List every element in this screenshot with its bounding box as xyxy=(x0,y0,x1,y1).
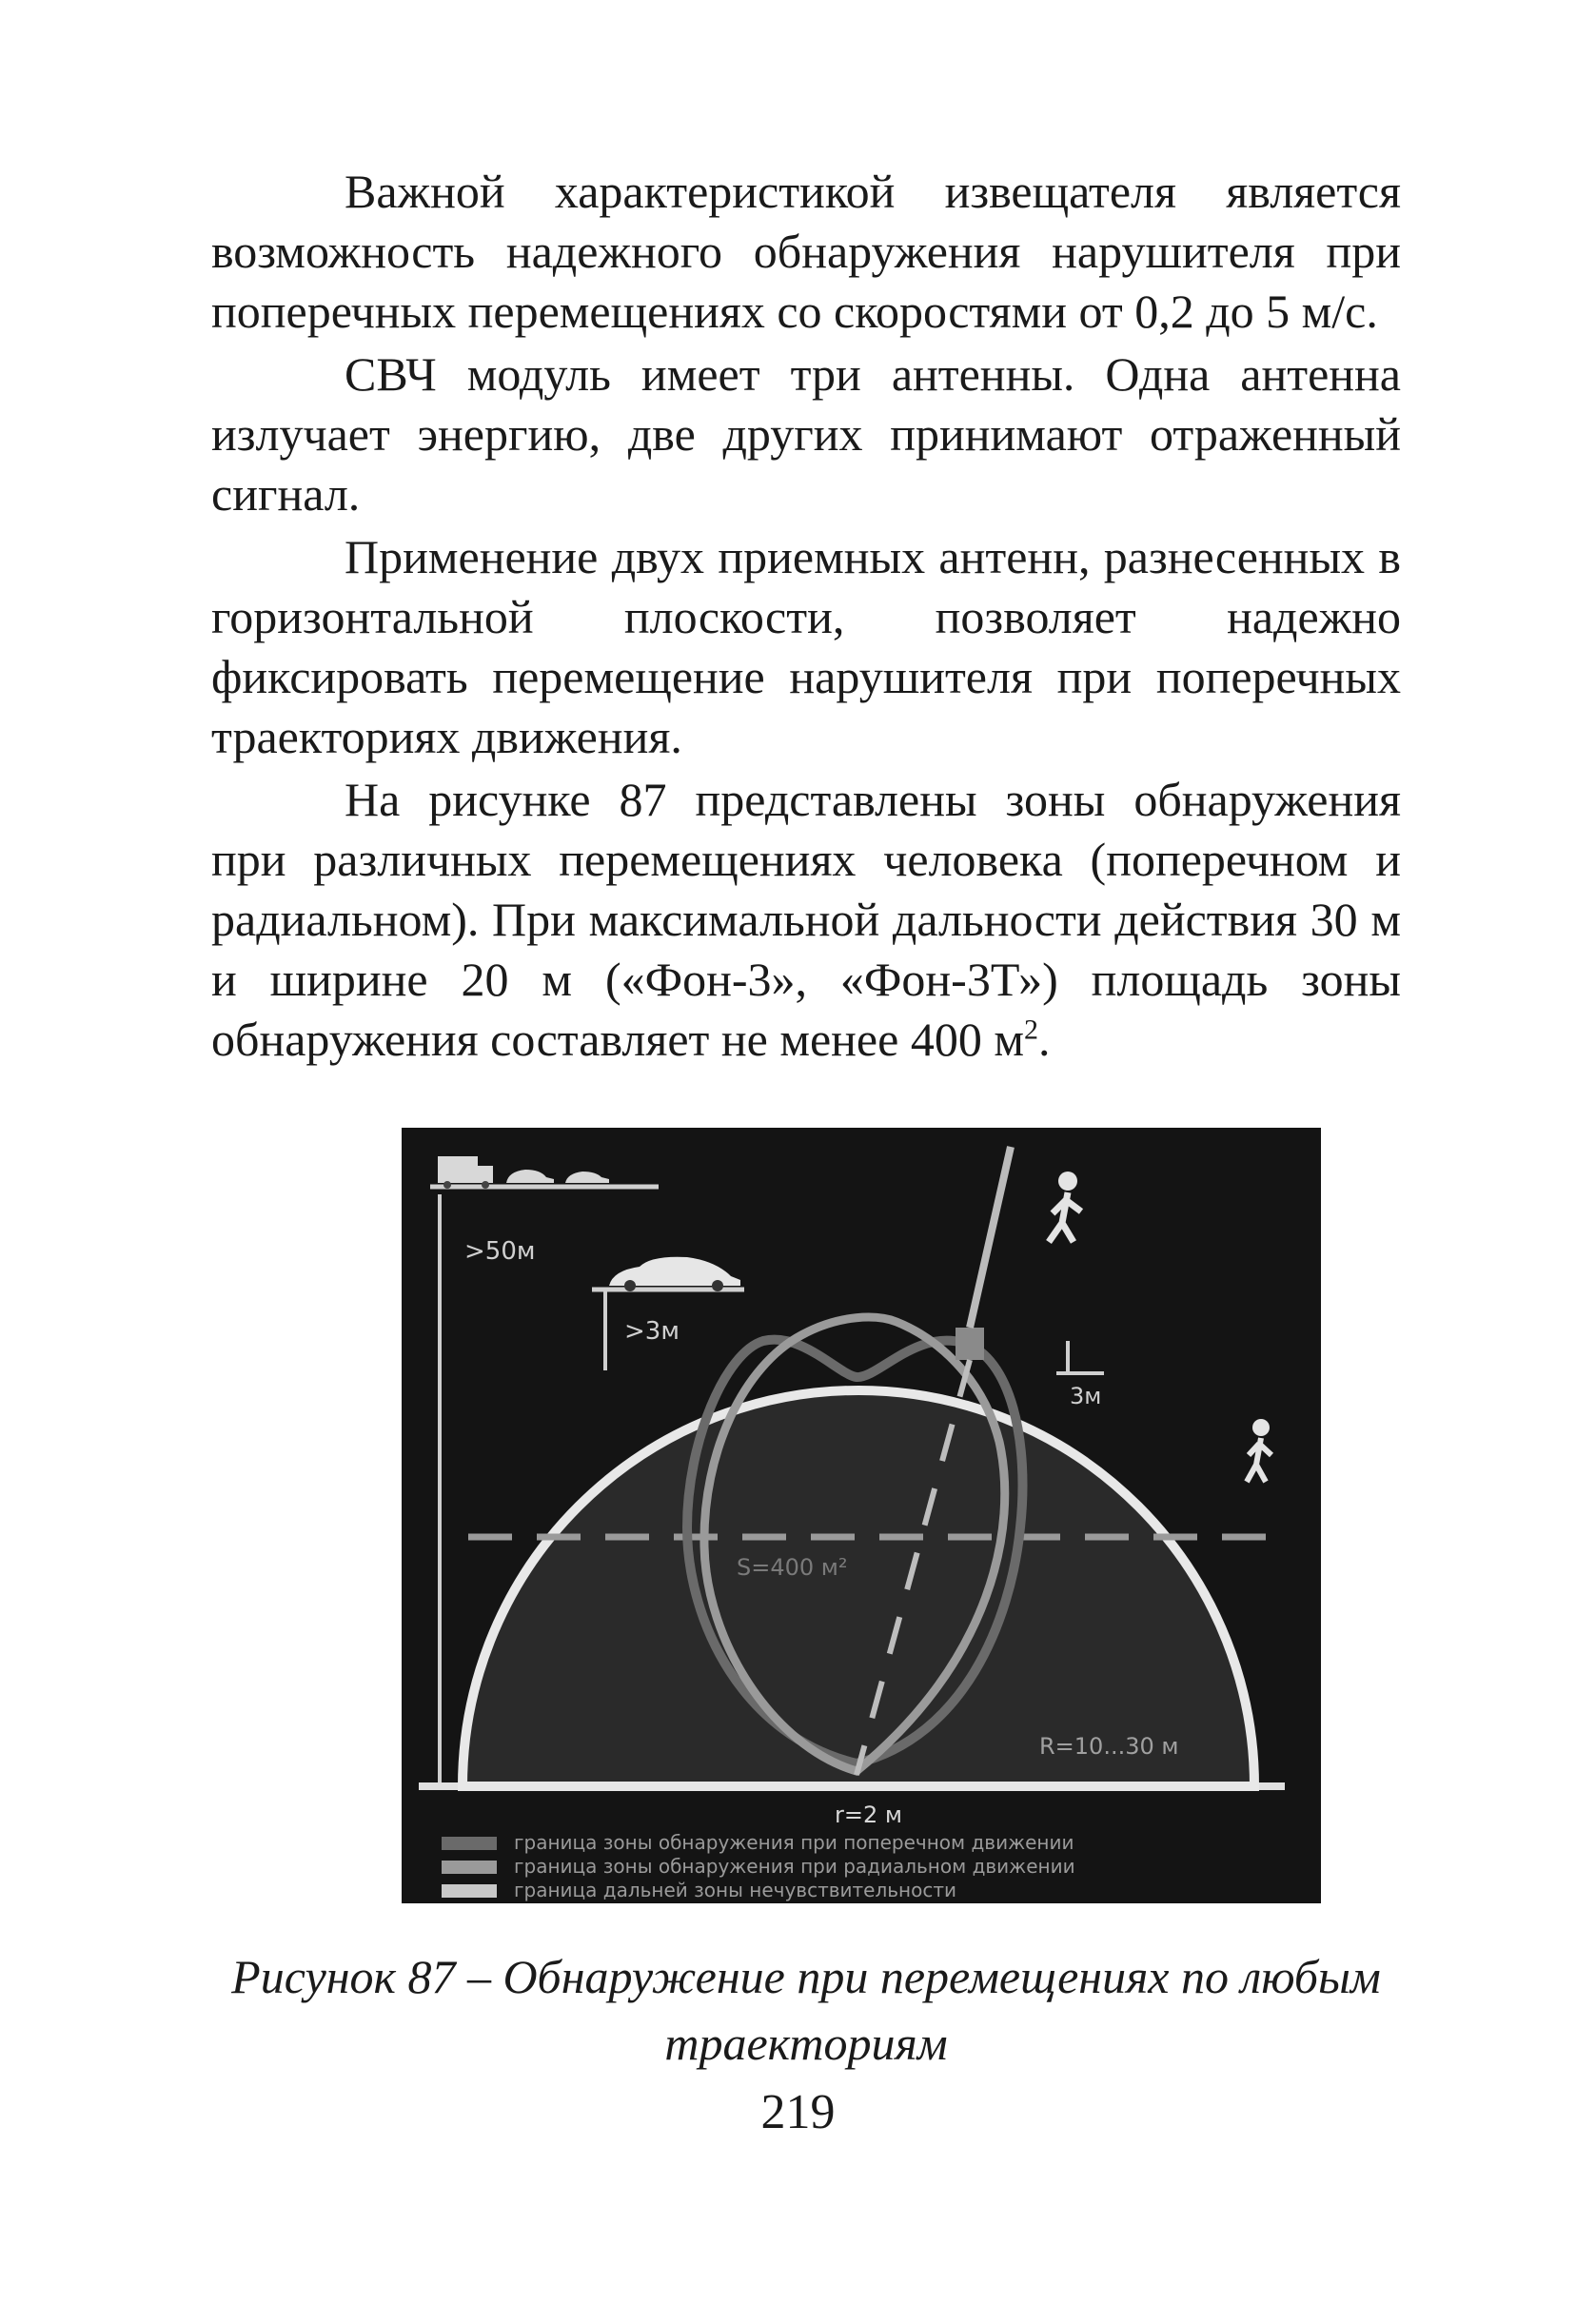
legend-transverse: граница зоны обнаружения при поперечном движении xyxy=(514,1831,1074,1854)
legend-swatch-transverse xyxy=(442,1837,497,1850)
figure-caption: Рисунок 87 – Обнаружение при перемещениях по любым траекториям xyxy=(231,1950,1381,2070)
sensor-unit xyxy=(956,1328,984,1360)
paragraph-3: Применение двух приемных антенн, разнесенных в горизонтальной плоскости, позволяет надежно фиксировать перемещение нарушителя при поперечных траекториях движения. xyxy=(211,530,1401,763)
label-height-far: >50м xyxy=(464,1237,536,1266)
paragraph-2: СВЧ модуль имеет три антенны. Одна антенна излучает энергию, две других принимают отраженный сигнал. xyxy=(211,347,1401,521)
label-area: S=400 м² xyxy=(737,1554,848,1581)
paragraph-4-end: . xyxy=(1037,1013,1051,1066)
label-height-near: >3м xyxy=(624,1317,680,1346)
detection-zone-figure xyxy=(402,1128,1321,1903)
page-number: 219 xyxy=(760,2085,836,2139)
legend-swatch-radial xyxy=(442,1861,497,1874)
legend-dead-zone: граница дальней зоны нечувствительности xyxy=(514,1879,956,1901)
legend-swatch-dead-zone xyxy=(442,1884,497,1898)
paragraph-4-text: На рисунке 87 представлены зоны обнаружения при различных перемещениях человека (поперечном и радиальном). При максимальной дальности действия 30 м и ширине 20 м («Фон-3», «Фон-3Т») площадь зоны обнаружения составляет не менее 400 м xyxy=(211,773,1401,1066)
legend-radial: граница зоны обнаружения при радиальном движении xyxy=(514,1855,1075,1878)
label-radius: R=10...30 м xyxy=(1039,1733,1179,1760)
figure-drawing xyxy=(402,1128,1321,1903)
paragraph-4 xyxy=(211,770,1401,1070)
paragraph-1: Важной характеристикой извещателя является возможность надежного обнаружения нарушителя при поперечных перемещениях со скоростями от 0,2 до 5 м/с. xyxy=(211,165,1401,338)
label-inner-radius: r=2 м xyxy=(835,1802,902,1828)
paragraph-4-superscript: 2 xyxy=(1023,1014,1038,1046)
body-text xyxy=(211,162,1401,1073)
label-antenna-height: 3м xyxy=(1070,1383,1102,1409)
